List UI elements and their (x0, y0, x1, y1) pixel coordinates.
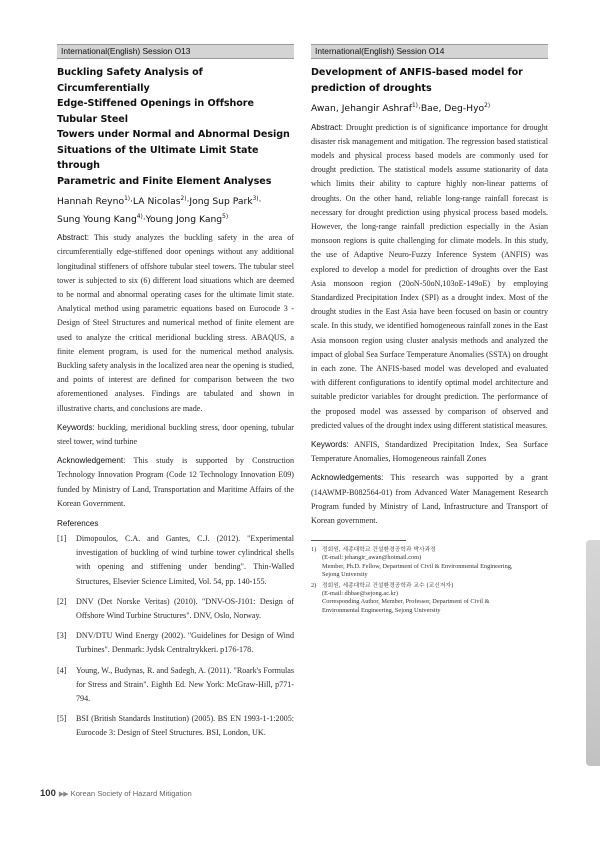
edge-tab (586, 540, 600, 766)
footnote-number: 2) (311, 582, 317, 590)
references-heading: References (57, 518, 99, 528)
footnote-line: (E-mail: jehangir_awan@hotmail.com) (322, 554, 422, 562)
abstract-text: Drought prediction is of significance importance for drought disaster risk management and mitigation. The regression based statistical models and physical process based models are commonly used for drought prediction. The statistical models assume stationarity of data which limits their ability to capture highly non-linear patterns of droughts. On the other hand, reliable long-range rainfall forecast is necessary for drought prediction using physical process based models. However, the long-range rainfall prediction especially in the Asian monsoon regions is quite challenging for climate models. In this study, the use of Adaptive Neuro-Fuzzy Inference System (ANFIS) was explored to develop a model for prediction of droughts over the East Asia monsoon region (20oN-50oN,103oE-149oE) by employing Standardized Precipitation Index (SPI) as a drought index. Most of the drought studies in the East Asia have been focused on basin or country scale. In this study, we identified homogeneous rainfall zones in the East Asia monsoon region using cluster analysis methods and analyzed the impact of global Sea Surface Temperature Anomalies (SSTA) on drought in each zone. The ANFIS-based model was developed and evaluated with different configurations to identify optimal model architecture and suitable predictor variables for drought prediction. The performance of the proposed model was assessed by comparison of observed and predicted values of the drought index using different statistical measures. (311, 122, 548, 430)
footnote-number: 1) (311, 546, 317, 554)
keywords-label: Keywords: (57, 422, 95, 432)
footnote-line: 정회원, 세종대학교 건설환경공학과 교수 (교신저자) (322, 583, 454, 590)
author-affil-mark: 1) (124, 196, 131, 202)
author-name: Sung Young Kang (57, 213, 137, 225)
author-affil-mark: 3) (252, 196, 259, 202)
page-footer (40, 788, 192, 799)
author-name: ·Jong Sup Park (186, 196, 253, 208)
reference-item (57, 532, 294, 589)
author-name: ·Young Jong Kang (142, 213, 223, 225)
author-line (57, 210, 294, 228)
acknowledgement (311, 471, 548, 528)
footnote-line: Corresponding Author, Member, Professor, Department of Civil & (322, 598, 490, 606)
acknowledgement-text: This research was supported by a grant (14AWMP-B082564-01) from Advanced Water Management Research Program funded by Ministry of Land, Infrastructure and Transport of Korean government. (311, 473, 548, 526)
author-affil-mark: 2) (484, 103, 491, 109)
footnote-body (322, 582, 490, 615)
footnote-line: Member, Ph.D. Fellow, Department of Civil & Environmental Engineering, (322, 562, 513, 570)
footnote-list (311, 546, 548, 615)
keywords (57, 421, 294, 449)
title-line: Development of ANFIS-based model for (311, 67, 523, 78)
title-line: prediction of droughts (311, 82, 432, 94)
acknowledgement (57, 454, 294, 511)
journal-name: Korean Society of Hazard Mitigation (70, 789, 192, 798)
author-name: Awan, Jehangir Ashraf (311, 103, 412, 115)
reference-number: [2] (57, 596, 67, 606)
author-list (57, 192, 294, 227)
reference-text: DNV/DTU Wind Energy (2002). "Guidelines for Design of Wind Turbines". Denmark: Jydsk Centraltrykkeri. p176-178. (76, 631, 294, 655)
session-label: International(English) Session O13 (57, 44, 294, 59)
acknowledgement-label: Acknowledgement: (57, 456, 126, 466)
author-name: Hannah Reyno (57, 196, 125, 208)
author-affil-mark: 5) (222, 213, 229, 220)
footnote-line: Environmental Engineering, Sejong University (322, 606, 441, 614)
reference-text: DNV (Det Norske Veritas) (2010). "DNV-OS-J101: Design of Offshore Wind Turbine Structures". DNV, Oslo, Norway. (76, 596, 294, 620)
page-number: 100 (40, 788, 56, 799)
author-affil-mark: 4) (136, 213, 143, 220)
keywords-text: ANFIS, Standardized Precipitation Index, Sea Surface Temperature Anomalies, Homogeneous rainfall Zones (311, 440, 548, 464)
keywords (311, 438, 548, 466)
author-separator: · (258, 196, 262, 208)
author-affil-mark: 2) (180, 196, 187, 202)
reference-text: BSI (British Standards Institution) (2005). BS EN 1993-1-1:2005: Eurocode 3: Design of Steel Structures. BSI, London, UK. (76, 714, 294, 738)
author-list (311, 99, 548, 117)
reference-item (57, 664, 294, 707)
abstract (57, 231, 294, 416)
paper-title (57, 65, 294, 189)
reference-number: [5] (57, 714, 67, 724)
footnote-line: Sejong University (322, 570, 368, 578)
footnote-divider (311, 540, 406, 541)
title-line: Towers under Normal and Abnormal Design (57, 129, 290, 140)
reference-text: Young, W., Budynas, R. and Sadegh, A. (2011). "Roark's Formulas for Stress and Strain". Eighth Ed. New York: McGraw-Hill, p771-794. (76, 665, 294, 704)
right-column (311, 44, 548, 618)
footnote-line: 정회원, 세종대학교 건설환경공학과 박사과정 (322, 547, 436, 554)
footnote-item (311, 546, 548, 579)
author-line (57, 192, 294, 210)
abstract-label: Abstract: (311, 122, 343, 132)
reference-item (57, 712, 294, 740)
reference-list (57, 532, 294, 741)
reference-number: [3] (57, 631, 67, 641)
left-column (57, 44, 294, 747)
reference-number: [1] (57, 533, 67, 543)
keywords-text: buckling, meridional buckling stress, door opening, tubular steel tower, wind turbine (57, 422, 295, 446)
title-line: Situations of the Ultimate Limit State through (57, 144, 259, 171)
author-name: ·Bae, Deg-Hyo (417, 103, 485, 115)
reference-item (57, 595, 294, 623)
footnote-body (322, 546, 512, 579)
author-affil-mark: 1) (411, 103, 418, 109)
author-name: ·LA Nicolas (130, 196, 181, 208)
title-line: Buckling Safety Analysis of Circumferentially (57, 67, 203, 94)
acknowledgement-text: This study is supported by Construction Technology Innovation Program (Code 12 Technology Innovation E09) funded by Ministry of Land, Transportation and Maritime Affairs of the Korean Government. (57, 456, 294, 508)
keywords-label: Keywords: (311, 440, 349, 450)
abstract-label: Abstract: (57, 233, 89, 243)
session-label: International(English) Session O14 (311, 44, 548, 59)
footnote-item (311, 582, 548, 615)
reference-item (57, 629, 294, 657)
abstract (311, 121, 548, 433)
title-line: Parametric and Finite Element Analyses (57, 175, 272, 187)
acknowledgement-label: Acknowledgements: (311, 473, 384, 483)
double-arrow-icon: ▶▶ (58, 791, 68, 798)
reference-text: Dimopoulos, C.A. and Gantes, C.J. (2012). "Experimental investigation of buckling of wind turbine tower cylindrical shells with opening and stiffening under bending". Thin-Walled Structures, Elsevier Science Limited, Vol. 54, pp. 140-155. (76, 533, 294, 586)
reference-number: [4] (57, 665, 67, 675)
paper-title (311, 65, 548, 96)
footnote-line: (E-mail: dhbae@sejong.ac.kr) (322, 590, 398, 598)
title-line: Edge-Stiffened Openings in Offshore Tubular Steel (57, 98, 254, 125)
abstract-text: This study analyzes the buckling safety in the area of circumferentially edge-stiffened door openings without any additional longitudinal stiffeners of offshore tubular steel towers. The tubular steel tower is subjected to six (6) different load situations which are deemed to be normal and abnormal operating cases for the ultimate limit state. Analytical method using parametric equations based on Eurocode 3 - Design of Steel Structures and numerical method of finite element are used to analyze the critical meridional buckling stress. ABAQUS, a finite element program, is used for the numerical method analysis. Buckling safety analysis in the localized area near the opening is studied, and points of interest are defined for comparison between the two aforementioned analyses. Findings are tabulated and shown in illustrative charts, and conclusions are made. (57, 233, 295, 413)
